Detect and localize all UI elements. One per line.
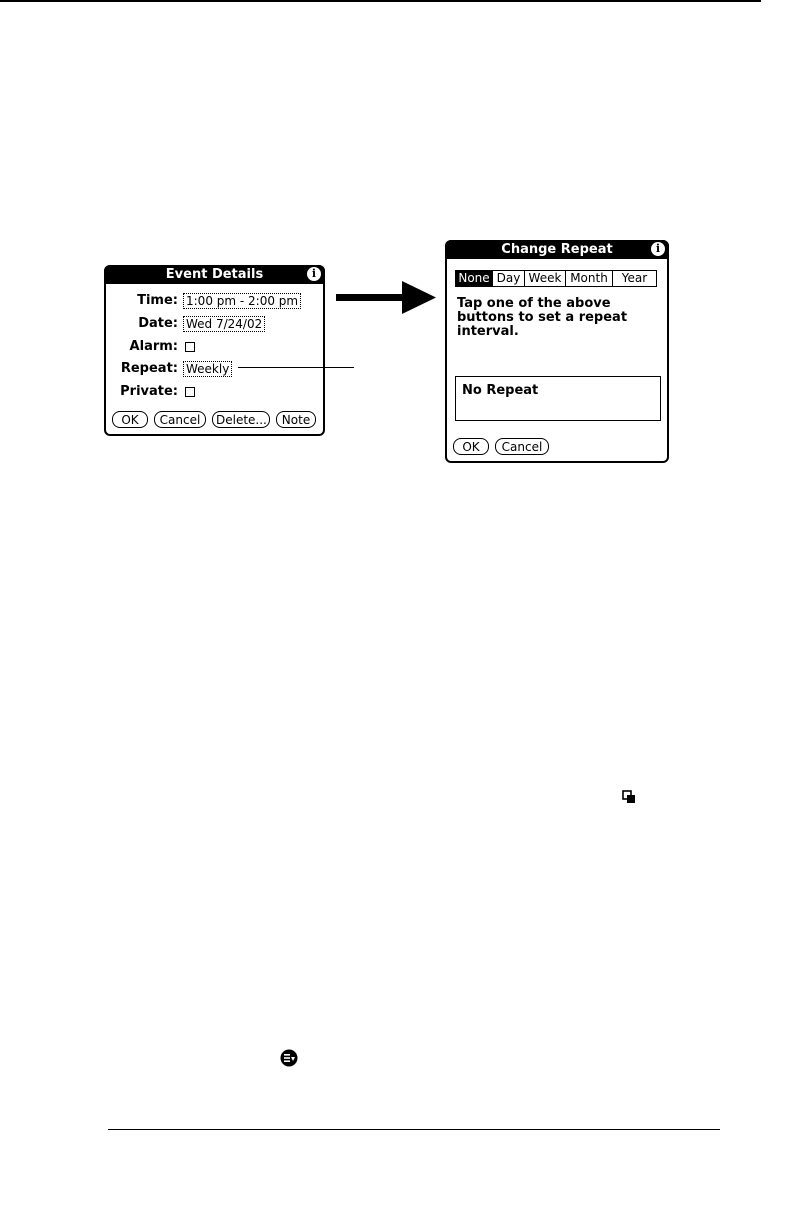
note-button[interactable]: Note bbox=[276, 411, 316, 428]
event-details-titlebar bbox=[104, 265, 325, 284]
time-label: Time: bbox=[137, 293, 178, 308]
ok-button[interactable]: OK bbox=[453, 438, 489, 455]
tab-month[interactable]: Month bbox=[565, 270, 613, 287]
repeat-callout-line bbox=[238, 367, 354, 368]
date-label: Date: bbox=[138, 316, 178, 331]
alarm-checkbox[interactable] bbox=[185, 342, 195, 352]
alarm-label: Alarm: bbox=[129, 339, 178, 354]
time-field[interactable]: 1:00 pm - 2:00 pm bbox=[183, 293, 301, 309]
repeat-label: Repeat: bbox=[120, 361, 178, 376]
tab-none[interactable]: None bbox=[455, 270, 493, 287]
delete-button[interactable]: Delete... bbox=[212, 411, 270, 428]
instruction-line-2: buttons to set a repeat bbox=[457, 310, 628, 325]
private-label: Private: bbox=[120, 384, 178, 399]
cancel-button[interactable]: Cancel bbox=[154, 411, 206, 428]
change-repeat-title: Change Repeat bbox=[501, 242, 613, 257]
arrow-shaft bbox=[336, 294, 404, 301]
event-details-dialog bbox=[104, 265, 325, 436]
cancel-button[interactable]: Cancel bbox=[495, 438, 549, 455]
event-details-title: Event Details bbox=[165, 267, 264, 282]
repeat-field[interactable]: Weekly bbox=[183, 361, 232, 377]
tab-week[interactable]: Week bbox=[524, 270, 566, 287]
date-field[interactable]: Wed 7/24/02 bbox=[183, 316, 265, 332]
info-icon[interactable]: i bbox=[651, 242, 665, 256]
repeat-summary-box bbox=[455, 376, 661, 421]
change-repeat-dialog bbox=[445, 240, 669, 463]
private-checkbox[interactable] bbox=[185, 387, 195, 397]
right-arrow-icon bbox=[402, 281, 436, 314]
top-rule bbox=[0, 0, 761, 2]
repeat-tabs bbox=[455, 270, 657, 287]
instruction-line-1: Tap one of the above bbox=[457, 296, 611, 311]
repeat-summary-text: No Repeat bbox=[462, 383, 539, 398]
tab-day[interactable]: Day bbox=[492, 270, 525, 287]
change-repeat-titlebar bbox=[445, 240, 669, 259]
bottom-rule bbox=[108, 1129, 720, 1130]
instruction-line-3: interval. bbox=[457, 324, 519, 339]
ok-button[interactable]: OK bbox=[112, 411, 148, 428]
tab-year[interactable]: Year bbox=[612, 270, 657, 287]
menu-round-icon bbox=[280, 1049, 298, 1067]
info-icon[interactable]: i bbox=[307, 267, 321, 281]
overlapping-squares-icon bbox=[622, 790, 636, 804]
